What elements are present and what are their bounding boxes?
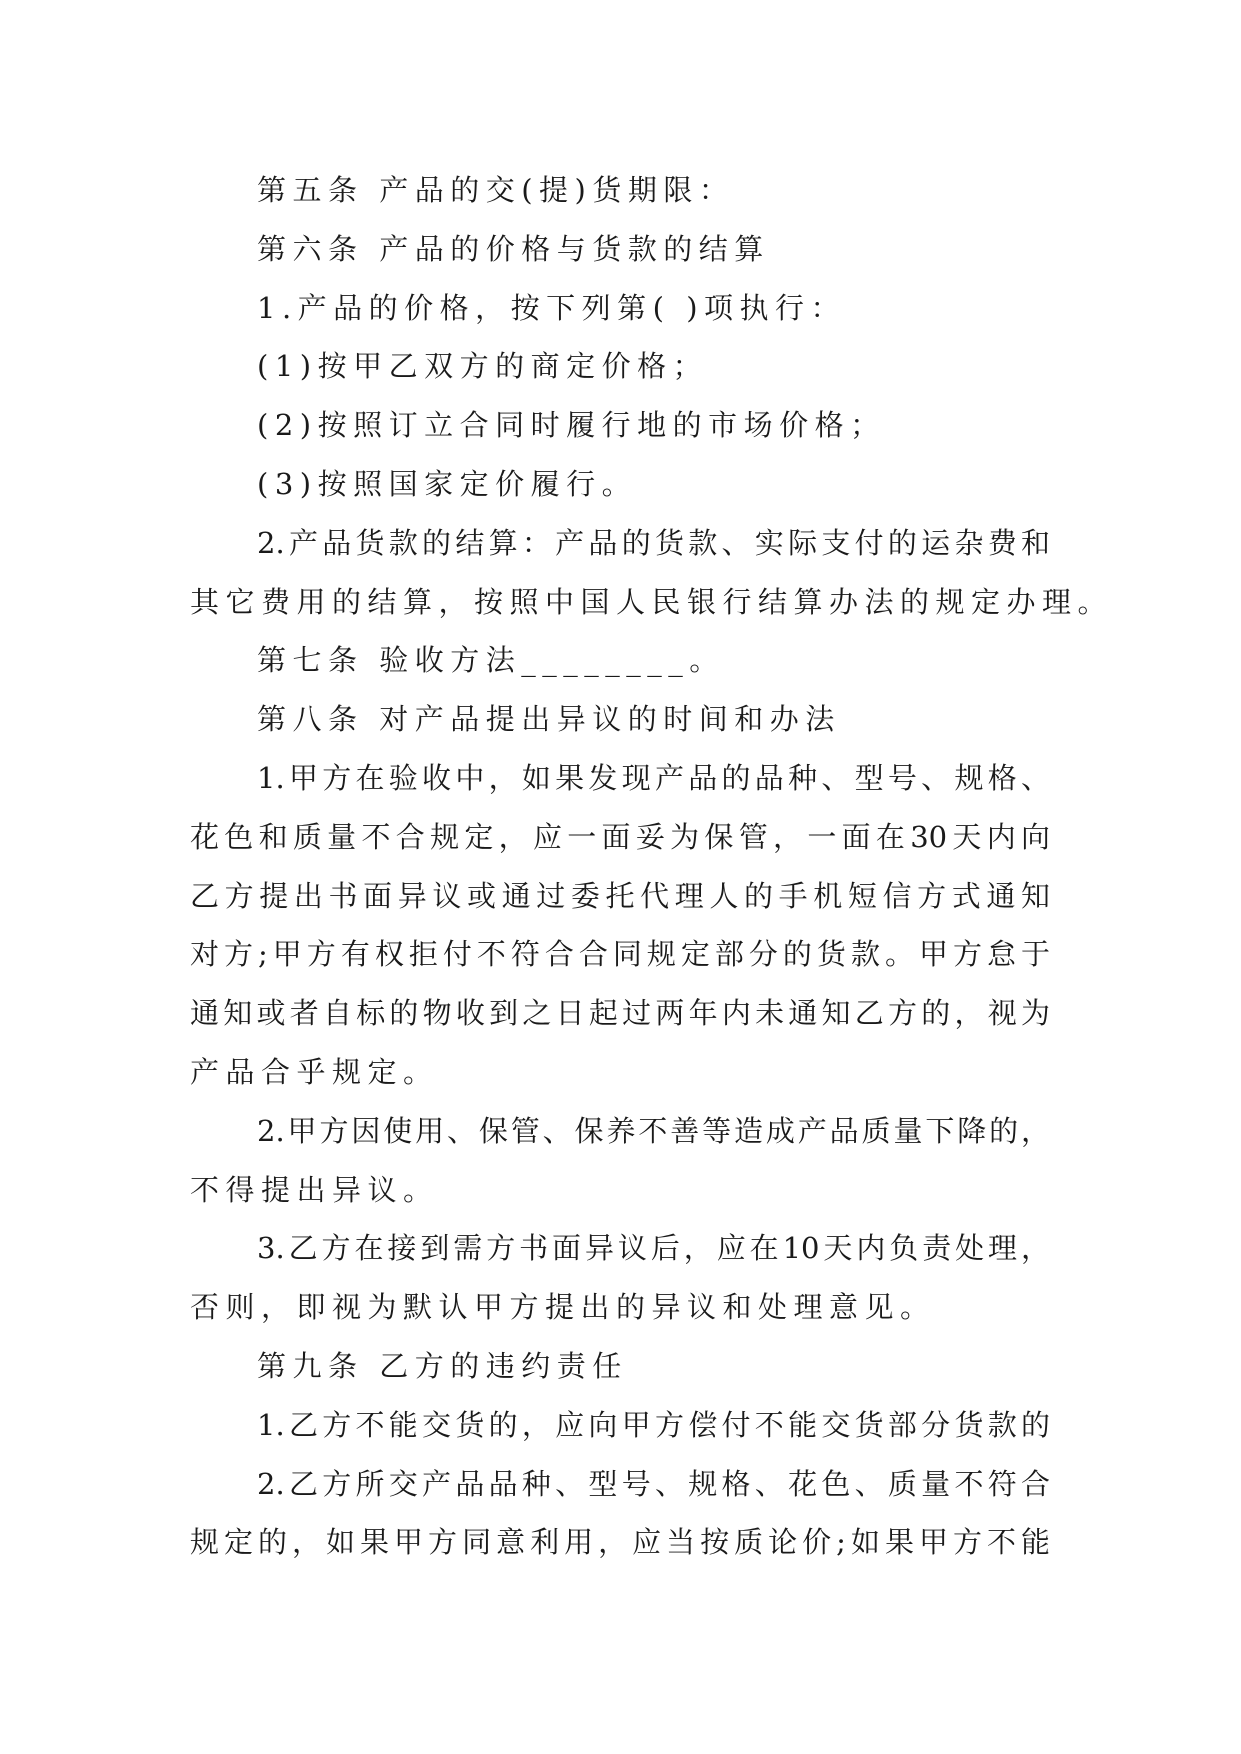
- paragraph-line: 2.产品货款的结算：产品的货款、实际支付的运杂费和: [257, 525, 1050, 560]
- paragraph-line: 1.产品的价格，按下列第( )项执行：: [257, 290, 847, 325]
- document-body: [190, 161, 1114, 1572]
- paragraph-line: 3.乙方在接到需方书面异议后，应在10天内负责处理，: [257, 1231, 1050, 1266]
- clause-9-heading: 第九条 乙方的违约责任: [257, 1348, 628, 1383]
- paragraph-line: 通知或者自标的物收到之日起过两年内未通知乙方的，视为: [190, 996, 1050, 1031]
- paragraph-line: (3)按照国家定价履行。: [257, 466, 638, 501]
- paragraph-line: 对方;甲方有权拒付不符合合同规定部分的货款。甲方怠于: [190, 937, 1050, 972]
- clause-5-heading: 第五条 产品的交(提)货期限：: [257, 173, 735, 207]
- paragraph-line: (2)按照订立合同时履行地的市场价格；: [257, 408, 886, 443]
- paragraph-line: 1.甲方在验收中，如果发现产品的品种、型号、规格、: [257, 760, 1050, 795]
- paragraph-line: 2.乙方所交产品品种、型号、规格、花色、质量不符合: [257, 1466, 1050, 1501]
- paragraph-line: 不得提出异议。: [190, 1172, 439, 1207]
- clause-6-heading: 第六条 产品的价格与货款的结算: [257, 231, 770, 266]
- paragraph-line: 其它费用的结算，按照中国人民银行结算办法的规定办理。: [190, 584, 1114, 619]
- clause-8-heading: 第八条 对产品提出异议的时间和办法: [257, 702, 841, 737]
- paragraph-line: (1)按甲乙双方的商定价格；: [257, 349, 709, 384]
- paragraph-line: 1.乙方不能交货的，应向甲方偿付不能交货部分货款的: [257, 1407, 1050, 1442]
- paragraph-line: 乙方提出书面异议或通过委托代理人的手机短信方式通知: [190, 878, 1050, 913]
- paragraph-line: 产品合乎规定。: [190, 1054, 439, 1089]
- paragraph-line: 花色和质量不合规定，应一面妥为保管，一面在30天内向: [190, 819, 1050, 854]
- paragraph-line: 2.甲方因使用、保管、保养不善等造成产品质量下降的，: [257, 1113, 1050, 1148]
- clause-7-heading: 第七条 验收方法________。: [257, 643, 725, 678]
- paragraph-line: 规定的，如果甲方同意利用，应当按质论价;如果甲方不能: [190, 1525, 1050, 1560]
- paragraph-line: 否则，即视为默认甲方提出的异议和处理意见。: [190, 1290, 936, 1325]
